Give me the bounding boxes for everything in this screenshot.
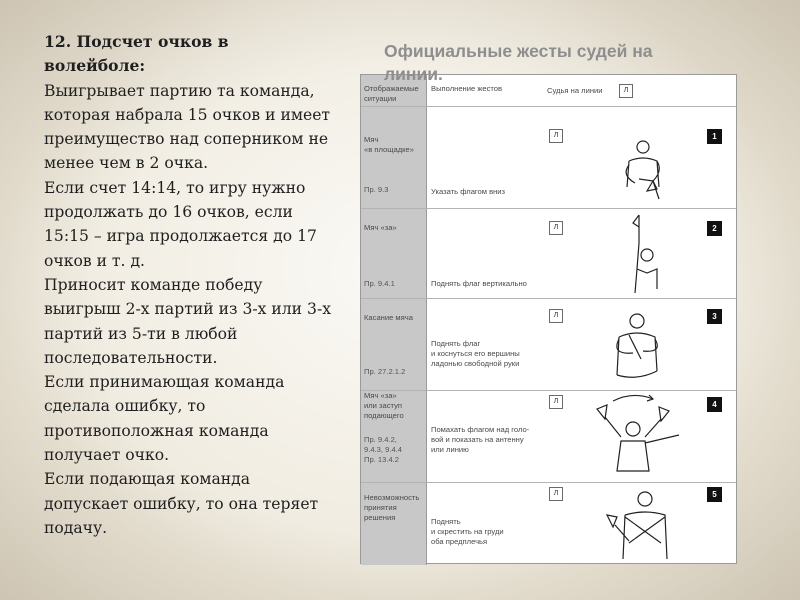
gesture-number: 5 — [707, 487, 722, 502]
row-situation: Мяч «за» или заступ подающего — [364, 391, 404, 420]
line-judge-box: Л — [549, 309, 563, 323]
gesture-row-3 — [361, 299, 736, 391]
gesture-number: 2 — [707, 221, 722, 236]
header-execution: Выполнение жестов — [431, 84, 503, 93]
line-judge-box: Л — [549, 221, 563, 235]
gesture-number: 3 — [707, 309, 722, 324]
referee-flag-up-figure — [623, 213, 663, 297]
row-rule-ref: Пр. 27.2.1.2 — [364, 367, 406, 376]
line-judge-box: Л — [549, 129, 563, 143]
row-situation: Мяч «в площадке» — [364, 135, 414, 154]
row-situation: Касание мяча — [364, 313, 413, 322]
row-situation: Невозможность принятия решения — [364, 493, 420, 522]
rule-paragraph: Выигрывает партию та команда, которая набрала 15 очков и имеет преимущество над соперником не менее чем в 2 очка. — [44, 81, 331, 173]
referee-touch-flag-figure — [597, 309, 677, 389]
slide-title: Официальные жесты судей на линии. — [384, 41, 653, 84]
rule-paragraph: Если счет 14:14, то игру нужно продолжать до 16 очков, если 15:15 – игра продолжается до 17 очков и т. д. — [44, 178, 317, 270]
gesture-number: 1 — [707, 129, 722, 144]
row-execution: Поднять и скрестить на груди оба предплечья — [431, 517, 504, 546]
gesture-row-5 — [361, 483, 736, 565]
gesture-row-2 — [361, 209, 736, 299]
referee-gestures-table — [360, 74, 737, 564]
rule-paragraph: Если подающая команда допускает ошибку, то она теряет подачу. — [44, 470, 319, 537]
header-situation: Отображаемые ситуации — [364, 84, 419, 103]
row-execution: Поднять флаг вертикально — [431, 279, 527, 288]
referee-wave-flag-figure — [587, 391, 687, 481]
row-execution: Помахать флагом над голо- вой и показать на антенну или линию — [431, 425, 530, 454]
rule-paragraph: Если принимающая команда сделала ошибку, то противоположная команда получает очко. — [44, 373, 285, 465]
line-judge-box: Л — [549, 487, 563, 501]
scoring-rules-text — [44, 30, 334, 540]
line-judge-box: Л — [549, 395, 563, 409]
referee-flag-down-figure — [609, 135, 679, 207]
gesture-number: 4 — [707, 397, 722, 412]
header-judge: Судья на линии — [547, 86, 603, 95]
row-rule-ref: Пр. 9.4.1 — [364, 279, 395, 288]
gesture-row-4 — [361, 391, 736, 483]
rule-paragraph: Приносит команде победу выигрыш 2-х партий из 3-х или 3-х партий из 5-ти в любой последовательности. — [44, 275, 332, 367]
gesture-row-1 — [361, 107, 736, 209]
row-situation: Мяч «за» — [364, 223, 397, 232]
row-execution: Указать флагом вниз — [431, 187, 506, 196]
row-rule-ref: Пр. 9.3 — [364, 185, 389, 194]
scoring-heading: 12. Подсчет очков в волейболе: — [44, 32, 229, 76]
row-rule-ref: Пр. 9.4.2, 9.4.3, 9.4.4 Пр. 13.4.2 — [364, 435, 402, 464]
row-execution: Поднять флаг и коснуться его вершины ладонью свободной руки — [431, 339, 520, 368]
referee-crossed-arms-figure — [595, 487, 691, 563]
header-judge-box: Л — [619, 84, 633, 98]
